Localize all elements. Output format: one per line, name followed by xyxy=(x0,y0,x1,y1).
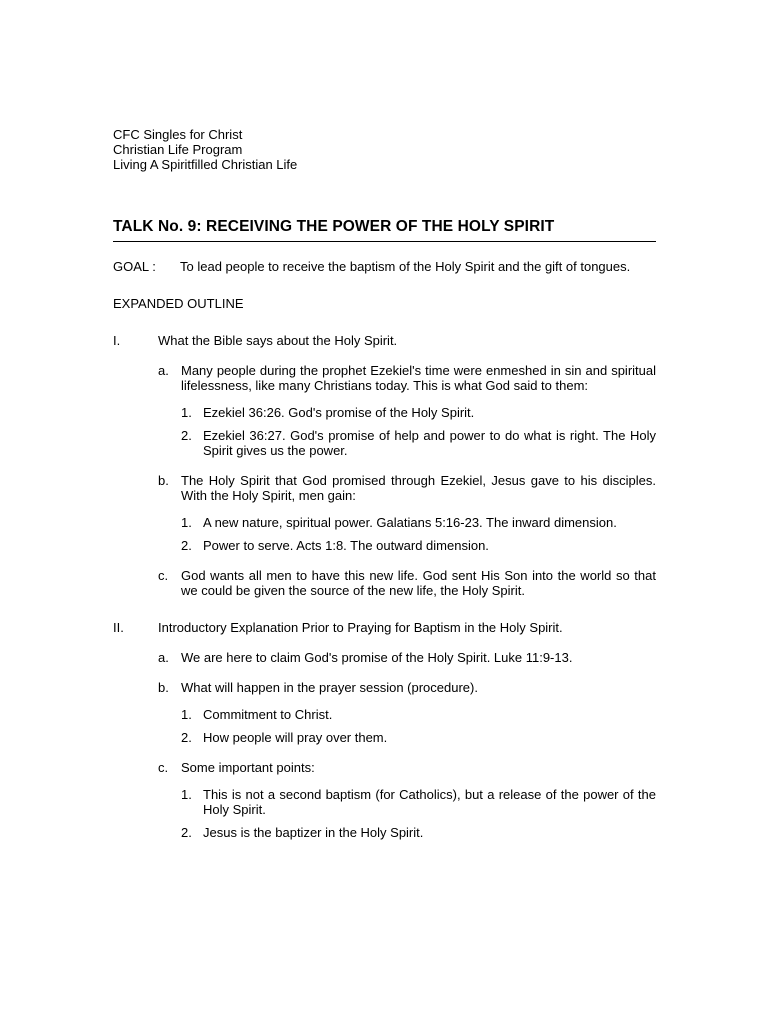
item-letter: c. xyxy=(158,760,169,775)
goal-block xyxy=(113,259,656,274)
subitem-number: 1. xyxy=(181,707,192,722)
document-header xyxy=(113,127,656,172)
subitem-number: 2. xyxy=(181,825,192,840)
outline-subitem xyxy=(181,825,656,840)
section-heading xyxy=(113,620,656,635)
section-heading xyxy=(113,333,656,348)
outline-item xyxy=(158,363,656,393)
outline-subitem xyxy=(181,515,656,530)
subitem-text: Ezekiel 36:27. God's promise of help and power to do what is right. The Holy Spirit gives us the power. xyxy=(203,428,656,458)
outline-item xyxy=(158,568,656,598)
talk-title: TALK No. 9: RECEIVING THE POWER OF THE HOLY SPIRIT xyxy=(113,218,555,235)
outline-subitem xyxy=(181,538,656,553)
subitem-number: 1. xyxy=(181,405,192,420)
subitem-text: Power to serve. Acts 1:8. The outward dimension. xyxy=(203,538,489,553)
item-letter: c. xyxy=(158,568,169,583)
section-title: What the Bible says about the Holy Spirit. xyxy=(158,333,398,348)
subitem-text: This is not a second baptism (for Catholics), but a release of the power of the Holy Spirit. xyxy=(203,787,656,817)
subitem-text: A new nature, spiritual power. Galatians 5:16-23. The inward dimension. xyxy=(203,515,617,530)
document-page xyxy=(113,127,656,840)
subitem-number: 2. xyxy=(181,730,192,745)
header-program: Christian Life Program xyxy=(113,142,243,157)
outline-item xyxy=(158,680,656,695)
section-number: II. xyxy=(113,620,124,635)
outline-item xyxy=(158,473,656,503)
item-letter: a. xyxy=(158,650,169,665)
title-divider xyxy=(113,241,656,242)
subitem-text: Ezekiel 36:26. God's promise of the Holy Spirit. xyxy=(203,405,475,420)
item-text: What will happen in the prayer session (procedure). xyxy=(181,680,478,695)
outline-subitem xyxy=(181,730,656,745)
subitem-number: 1. xyxy=(181,787,192,802)
item-text: The Holy Spirit that God promised through Ezekiel, Jesus gave to his disciples. With the Holy Spirit, men gain: xyxy=(181,473,656,503)
outline-subitem xyxy=(181,707,656,722)
subitem-number: 1. xyxy=(181,515,192,530)
header-organization: CFC Singles for Christ xyxy=(113,127,243,142)
outline-subitem xyxy=(181,428,656,458)
subitem-text: Commitment to Christ. xyxy=(203,707,333,722)
section-number: I. xyxy=(113,333,121,348)
subitem-text: Jesus is the baptizer in the Holy Spirit. xyxy=(203,825,424,840)
goal-text: To lead people to receive the baptism of the Holy Spirit and the gift of tongues. xyxy=(180,259,631,274)
subitem-number: 2. xyxy=(181,538,192,553)
section-title: Introductory Explanation Prior to Praying for Baptism in the Holy Spirit. xyxy=(158,620,563,635)
goal-label: GOAL : xyxy=(113,259,156,274)
item-text: Many people during the prophet Ezekiel's time were enmeshed in sin and spiritual lifelessness, like many Christians today. This is what God said to them: xyxy=(181,363,656,393)
item-text: God wants all men to have this new life. God sent His Son into the world so that we could be given the source of the new life, the Holy Spirit. xyxy=(181,568,656,598)
subitem-text: How people will pray over them. xyxy=(203,730,388,745)
outline-subitem xyxy=(181,787,656,817)
item-text: Some important points: xyxy=(181,760,315,775)
item-letter: b. xyxy=(158,680,169,695)
item-letter: a. xyxy=(158,363,169,378)
item-letter: b. xyxy=(158,473,169,488)
subitem-number: 2. xyxy=(181,428,192,443)
outline-item xyxy=(158,650,656,665)
outline-heading: EXPANDED OUTLINE xyxy=(113,296,244,311)
header-subtitle: Living A Spiritfilled Christian Life xyxy=(113,157,298,172)
item-text: We are here to claim God's promise of the Holy Spirit. Luke 11:9-13. xyxy=(181,650,573,665)
outline-item xyxy=(158,760,656,775)
outline-subitem xyxy=(181,405,656,420)
